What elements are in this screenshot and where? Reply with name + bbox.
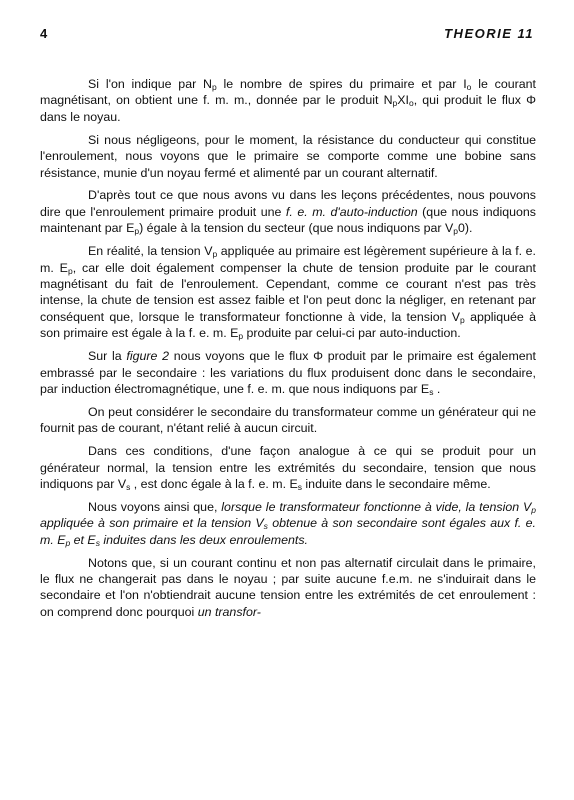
- emphasis: figure 2: [126, 349, 170, 364]
- text-run: (que nous indiquons maintenant par E: [40, 204, 536, 236]
- text-run: .: [433, 381, 441, 396]
- text-run: induite dans le secondaire même.: [301, 476, 491, 491]
- text-run: Notons que, si un courant continu et non pas alternatif circulait dans le primaire, le flux ne changerait pas dans le noyau ; par suite aucune f.e.m. ne s'induirait dans le secondaire et l'on n'obtiendrait aucune tension entre les extrémités de cet enroulement : on comprend donc pourquoi: [40, 555, 536, 619]
- text-run: produite par celui-ci par auto-induction.: [243, 326, 461, 341]
- subscript: s: [429, 386, 434, 397]
- text-run: 0).: [457, 221, 473, 236]
- page-header: [40, 26, 534, 44]
- paragraph-7: [40, 443, 536, 492]
- emphasis: f. e. m. d'auto-induction: [285, 204, 418, 219]
- subscript: p: [67, 265, 73, 276]
- text-run: obtenue à son secondaire sont égales aux f. e. m. E: [40, 516, 536, 547]
- text-run: appliquée à son primaire est égale à la f. e. m. E: [40, 309, 536, 341]
- paragraph-8: [40, 499, 536, 548]
- subscript: p: [212, 249, 218, 260]
- text-run: Sur la: [88, 349, 127, 364]
- text-run: Dans ces conditions, d'une façon analogue à ce qui se produit pour un générateur normal, la tension entre les extrémités du secondaire, tension que nous indiquons par V: [40, 444, 536, 491]
- text-run: En réalité, la tension V: [88, 244, 213, 259]
- text-run: D'après tout ce que nous avons vu dans les leçons précédentes, nous pouvons dire que l'enroulement primaire produit une: [40, 188, 536, 219]
- text-run: nous voyons que le flux Φ produit par le primaire est également embrassé par le secondaire : les variations du flux produisent donc dans le secondaire, par induction électromagnétique, une f. e. m. que nous indiquons par E: [40, 349, 536, 396]
- subscript: p: [531, 504, 536, 515]
- subscript: o: [408, 98, 414, 109]
- text-run: XI: [397, 93, 409, 108]
- text-run: appliquée au primaire est légèrement supérieure à la f. e. m. E: [40, 244, 536, 275]
- subscript: s: [263, 521, 268, 532]
- text-run: induites dans les deux enroulements.: [99, 532, 308, 547]
- paragraph-6: On peut considérer le secondaire du transformateur comme un générateur qui ne fournit pas de courant, n'étant relié à aucun circuit.: [40, 404, 536, 436]
- text-run: lorsque le transformateur fonctionne à vide, la tension V: [221, 499, 532, 514]
- body-text: [40, 76, 536, 627]
- subscript: o: [466, 82, 472, 92]
- text-run: le nombre de spires du primaire et par I: [216, 77, 467, 91]
- subscript: p: [460, 314, 465, 325]
- paragraph-9: [40, 555, 536, 621]
- subscript: p: [453, 226, 458, 237]
- text-run: le courant magnétisant, on obtient une f. m. m., donnée par le produit N: [40, 77, 536, 108]
- subscript: s: [126, 481, 131, 492]
- running-title: THEORIE 11: [444, 26, 534, 41]
- text-run: Si l'on indique par N: [88, 77, 212, 91]
- subscript: p: [238, 331, 244, 342]
- text-run: , qui produit le flux Φ dans le noyau.: [40, 93, 536, 124]
- subscript: p: [134, 226, 140, 237]
- subscript: p: [211, 82, 217, 92]
- emphasis: un transfor-: [197, 604, 261, 619]
- text-run: , est donc égale à la f. e. m. E: [130, 476, 298, 491]
- subscript: p: [392, 98, 398, 109]
- paragraph-5: [40, 348, 536, 397]
- text-run: ) égale à la tension du secteur (que nous indiquons par V: [139, 221, 454, 236]
- text-run: Nous voyons ainsi que,: [88, 499, 222, 514]
- text-run: , car elle doit également compenser la chute de tension produite par le courant magnétisant du fait de l'enroulement. Cependant, comme ce courant n'est pas très intense, la chute de tension est assez faible et l'on peut donc la négliger, en retenant par conséquent que, lorsque le transformateur fonctionne à vide, la tension V: [40, 260, 536, 324]
- paragraph-3: [40, 187, 536, 236]
- paragraph-1: [40, 76, 536, 125]
- subscript: p: [65, 537, 71, 548]
- text-run: et E: [70, 532, 96, 547]
- page-number: 4: [40, 26, 48, 41]
- paragraph-4: [40, 243, 536, 341]
- subscript: s: [95, 537, 100, 548]
- paragraph-2: Si nous négligeons, pour le moment, la résistance du conducteur qui constitue l'enroulement, nous voyons que le primaire se comporte comme une bobine sans résistance, munie d'un noyau fermé et alimenté par un courant alternatif.: [40, 132, 536, 180]
- subscript: s: [297, 481, 302, 492]
- text-run: appliquée à son primaire et la tension V: [40, 516, 264, 531]
